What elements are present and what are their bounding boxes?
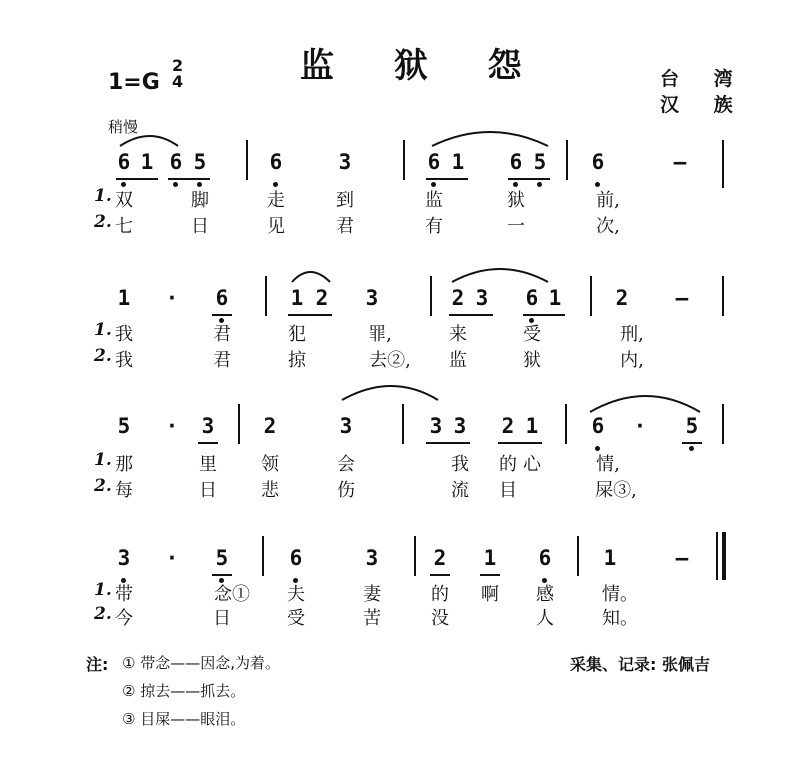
slur: [120, 136, 178, 146]
lyric: 夫: [287, 584, 305, 605]
barline: [590, 276, 592, 316]
footnote: ① 带念——因念,为着。: [122, 654, 280, 672]
lyric: 今: [115, 608, 133, 629]
lyric: 去②,: [369, 350, 411, 371]
note: 3: [339, 414, 353, 438]
lyric: 的: [499, 454, 517, 475]
barline: [403, 140, 405, 180]
verse-number: 2.: [94, 604, 112, 624]
lyric: 感: [536, 584, 554, 605]
lyric: 七: [115, 216, 133, 237]
lyric: 日: [199, 480, 217, 501]
lyric: 监: [449, 350, 467, 371]
underline: [116, 178, 158, 180]
lyric: 见: [267, 216, 285, 237]
lyric: 来: [449, 324, 467, 345]
barline: [246, 140, 248, 180]
note: 3: [338, 150, 352, 174]
note: 5: [685, 414, 699, 438]
time-signature-bottom: 4: [172, 72, 184, 91]
verse-number: 1.: [94, 186, 112, 206]
note: 3: [429, 414, 443, 438]
final-barline-thick: [722, 532, 726, 580]
barline: [238, 404, 240, 444]
lyric: 受: [523, 324, 541, 345]
lyric: 我: [115, 350, 133, 371]
note-dot: ·: [633, 414, 647, 438]
verse-number: 2.: [94, 212, 112, 232]
lyric: 双: [115, 190, 133, 211]
verse-number: 1.: [94, 320, 112, 340]
lyric: 君: [213, 324, 231, 345]
slur: [432, 132, 548, 146]
note: 6: [169, 150, 183, 174]
lyric: 狱: [507, 190, 525, 211]
slur: [452, 269, 548, 282]
note: 6: [215, 286, 229, 310]
note-dot: ·: [165, 414, 179, 438]
lyric: 苦: [363, 608, 381, 629]
barline: [402, 404, 404, 444]
note: 3: [365, 286, 379, 310]
underline: [212, 574, 232, 576]
underline: [508, 178, 550, 180]
lyric: 有: [425, 216, 443, 237]
credit: 采集、记录: 张佩吉: [570, 655, 710, 674]
lyric: 刑,: [620, 324, 644, 345]
origin-region: 台 湾: [660, 68, 747, 90]
lyric: 罪,: [368, 324, 392, 345]
lyric: 一: [507, 216, 525, 237]
lyric: 日: [213, 608, 231, 629]
lyric: 日: [191, 216, 209, 237]
lyric: 那: [115, 454, 133, 475]
underline: [430, 574, 450, 576]
low-octave-dot: [173, 182, 178, 187]
lyric: 前,: [596, 190, 620, 211]
barline: [262, 536, 264, 576]
underline: [168, 178, 210, 180]
verse-number: 2.: [94, 476, 112, 496]
lyric: 君: [336, 216, 354, 237]
underline: [426, 178, 468, 180]
lyric: 带: [115, 584, 133, 605]
note: 3: [365, 546, 379, 570]
note: 1: [603, 546, 617, 570]
notes-label: 注:: [86, 655, 109, 674]
barline: [430, 276, 432, 316]
note: 3: [117, 546, 131, 570]
barline: [722, 404, 724, 444]
barline: [265, 276, 267, 316]
lyric: 监: [425, 190, 443, 211]
lyric: 知。: [602, 608, 638, 629]
note: 6: [269, 150, 283, 174]
note: 2: [263, 414, 277, 438]
verse-number: 1.: [94, 580, 112, 600]
underline: [449, 314, 493, 316]
underline: [212, 314, 232, 316]
lyric: 目: [499, 480, 517, 501]
note: 1: [140, 150, 154, 174]
slur: [590, 396, 700, 412]
note: 5: [193, 150, 207, 174]
low-octave-dot: [689, 446, 694, 451]
lyric: 犯: [288, 324, 306, 345]
barline: [414, 536, 416, 576]
note: 6: [538, 546, 552, 570]
barline: [722, 276, 724, 316]
note: 6: [117, 150, 131, 174]
note: 6: [509, 150, 523, 174]
note-extension: –: [675, 286, 689, 310]
lyric: 里: [199, 454, 217, 475]
lyric: 次,: [596, 216, 620, 237]
lyric: 走: [267, 190, 285, 211]
underline: [426, 442, 470, 444]
slur: [342, 386, 438, 400]
lyric: 会: [337, 454, 355, 475]
note: 5: [117, 414, 131, 438]
time-signature-top: 2: [172, 56, 184, 75]
footnote: ③ 目屎——眼泪。: [122, 710, 246, 728]
lyric: 情。: [602, 584, 638, 605]
lyric: 掠: [288, 350, 306, 371]
lyric: 狱: [523, 350, 541, 371]
note: 3: [453, 414, 467, 438]
note-extension: –: [675, 546, 689, 570]
lyric: 人: [536, 608, 554, 629]
barline: [565, 404, 567, 444]
lyric: 的: [431, 584, 449, 605]
underline: [288, 314, 332, 316]
lyric: 心: [523, 454, 541, 475]
note: 1: [483, 546, 497, 570]
note: 1: [117, 286, 131, 310]
note: 1: [548, 286, 562, 310]
note: 2: [315, 286, 329, 310]
underline: [198, 442, 218, 444]
lyric: 我: [451, 454, 469, 475]
underline: [523, 314, 565, 316]
underline: [682, 442, 702, 444]
lyric: 到: [336, 190, 354, 211]
barline: [577, 536, 579, 576]
lyric: 屎③,: [595, 480, 637, 501]
note: 3: [201, 414, 215, 438]
note: 1: [525, 414, 539, 438]
footnote: ② 掠去——抓去。: [122, 682, 246, 700]
note-extension: –: [673, 150, 687, 174]
note: 6: [525, 286, 539, 310]
underline: [498, 442, 542, 444]
key-signature: 1=G: [108, 70, 160, 95]
note: 5: [215, 546, 229, 570]
note: 2: [451, 286, 465, 310]
barline: [722, 140, 724, 188]
note: 6: [591, 414, 605, 438]
note: 2: [433, 546, 447, 570]
slur: [292, 272, 330, 282]
note: 2: [501, 414, 515, 438]
lyric: 妻: [363, 584, 381, 605]
song-title: 监 狱 怨: [300, 46, 546, 86]
lyric: 流: [451, 480, 469, 501]
note: 3: [475, 286, 489, 310]
origin-ethnicity: 汉 族: [660, 94, 747, 116]
lyric: 领: [261, 454, 279, 475]
note: 6: [427, 150, 441, 174]
lyric: 君: [213, 350, 231, 371]
lyric: 悲: [261, 480, 279, 501]
note: 1: [451, 150, 465, 174]
note-dot: ·: [165, 286, 179, 310]
tempo-marking: 稍慢: [108, 118, 139, 136]
lyric: 受: [287, 608, 305, 629]
underline: [480, 574, 500, 576]
note: 6: [591, 150, 605, 174]
verse-number: 2.: [94, 346, 112, 366]
lyric: 内,: [620, 350, 644, 371]
lyric: 情,: [596, 454, 620, 475]
note: 5: [533, 150, 547, 174]
final-barline-thin: [716, 532, 718, 580]
lyric: 啊: [481, 584, 499, 605]
verse-number: 1.: [94, 450, 112, 470]
lyric: 没: [431, 608, 449, 629]
note: 1: [290, 286, 304, 310]
lyric: 每: [115, 480, 133, 501]
note: 2: [615, 286, 629, 310]
lyric: 脚: [191, 190, 209, 211]
barline: [566, 140, 568, 180]
lyric: 念①: [214, 584, 250, 605]
lyric: 伤: [337, 480, 355, 501]
note-dot: ·: [165, 546, 179, 570]
lyric: 我: [115, 324, 133, 345]
note: 6: [289, 546, 303, 570]
low-octave-dot: [537, 182, 542, 187]
